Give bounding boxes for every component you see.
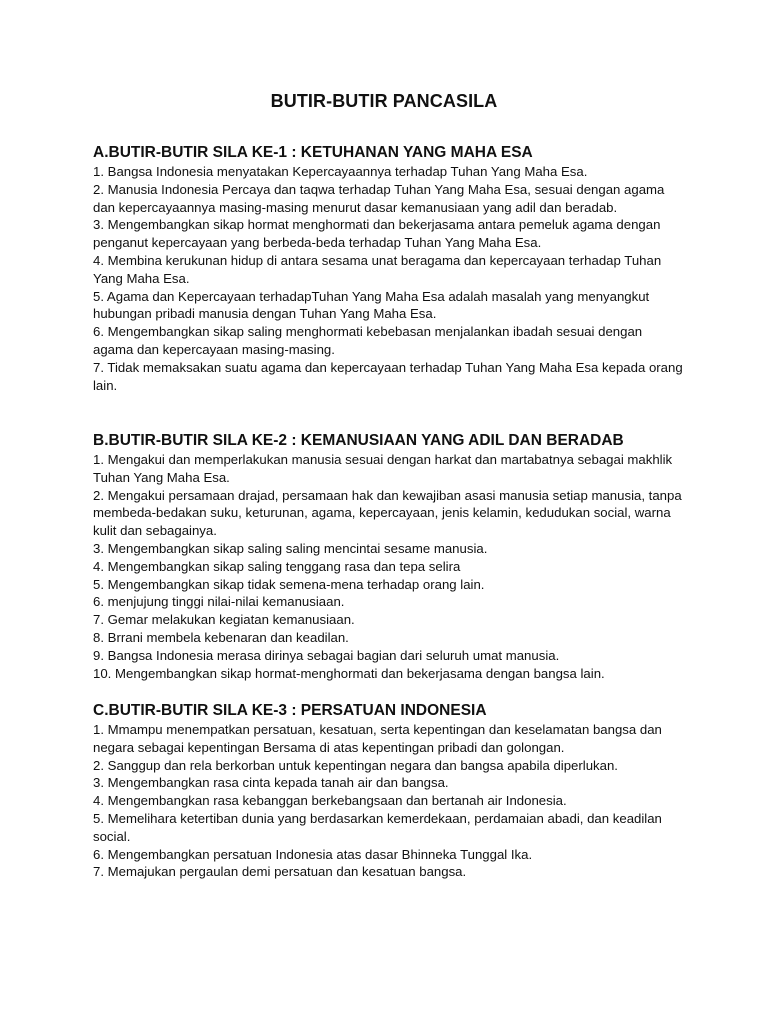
list-item: 4. Mengembangkan sikap saling tenggang rasa dan tepa selira <box>93 558 461 574</box>
list-item: 7. Memajukan pergaulan demi persatuan dan kesatuan bangsa. <box>93 864 467 880</box>
list-item: 8. Brrani membela kebenaran dan keadilan. <box>93 629 349 645</box>
section-heading: C.BUTIR-BUTIR SILA KE-3 : PERSATUAN INDONESIA <box>93 702 487 719</box>
list-item: 1. Mmampu menempatkan persatuan, kesatuan, serta kepentingan dan keselamatan bangsa dan negara sebagai kepentingan Bersama di atas kepentingan pribadi dan golongan. <box>93 722 662 755</box>
list-item: 5. Memelihara ketertiban dunia yang berdasarkan kemerdekaan, perdamaian abadi, dan keadilan social. <box>93 810 662 844</box>
section-heading: A.BUTIR-BUTIR SILA KE-1 : KETUHANAN YANG MAHA ESA <box>93 144 533 161</box>
list-item: 3. Mengembangkan rasa cinta kepada tanah air dan bangsa. <box>93 775 449 791</box>
section-sila-3 <box>93 701 685 881</box>
list-item: 10. Mengembangkan sikap hormat-menghormati dan bekerjasama dengan bangsa lain. <box>93 665 605 681</box>
list-item: 4. Mengembangkan rasa kebanggan berkebangsaan dan bertanah air Indonesia. <box>93 793 567 809</box>
list-item: 1. Bangsa Indonesia menyatakan Kepercayaannya terhadap Tuhan Yang Maha Esa. <box>93 164 588 179</box>
list-item: 9. Bangsa Indonesia merasa dirinya sebagai bagian dari seluruh umat manusia. <box>93 647 560 663</box>
list-item: 5. Agama dan Kepercayaan terhadapTuhan Yang Maha Esa adalah masalah yang menyangkut hubungan pribadi manusia dengan Tuhan Yang Maha Esa. <box>93 288 650 322</box>
list-item: 6. Mengembangkan sikap saling menghormati kebebasan menjalankan ibadah sesuai dengan agama dan kepercayaan masing-masing. <box>93 324 643 357</box>
list-item: 3. Mengembangkan sikap saling saling mencintai sesame manusia. <box>93 540 488 556</box>
list-item: 7. Tidak memaksakan suatu agama dan kepercayaan terhadap Tuhan Yang Maha Esa kepada orang lain. <box>93 359 683 393</box>
list-item: 6. Mengembangkan persatuan Indonesia atas dasar Bhinneka Tunggal Ika. <box>93 846 533 862</box>
section-sila-2 <box>93 431 685 682</box>
list-item: 3. Mengembangkan sikap hormat menghormati dan bekerjasama antara pemeluk agama dengan penganut kepercayaan yang berbeda-beda terhadap Tuhan Yang Maha Esa. <box>93 217 661 251</box>
list-item: 2. Mengakui persamaan drajad, persamaan hak dan kewajiban asasi manusia setiap manusia, tanpa membeda-bedakan suku, keturunan, agama, kepercayaan, jenis kelamin, kedudukan social, warna kulit dan sebagainya. <box>93 487 682 539</box>
list-item: 1. Mengakui dan memperlakukan manusia sesuai dengan harkat dan martabatnya sebagai makhlik Tuhan Yang Maha Esa. <box>93 452 673 485</box>
list-item: 2. Manusia Indonesia Percaya dan taqwa terhadap Tuhan Yang Maha Esa, sesuai dengan agama dan kepercayaannya masing-masing menurut dasar kemanusiaan yang adil dan beradab. <box>93 181 665 215</box>
list-item: 7. Gemar melakukan kegiatan kemanusiaan. <box>93 612 355 628</box>
list-item: 2. Sanggup dan rela berkorban untuk kepentingan negara dan bangsa apabila diperlukan. <box>93 757 618 773</box>
document-title: BUTIR-BUTIR PANCASILA <box>270 91 498 111</box>
list-item: 6. menjujung tinggi nilai-nilai kemanusiaan. <box>93 594 345 610</box>
list-item: 4. Membina kerukunan hidup di antara sesama unat beragama dan kepercayaan terhadap Tuhan Yang Maha Esa. <box>93 252 662 286</box>
list-item: 5. Mengembangkan sikap tidak semena-mena terhadap orang lain. <box>93 576 485 592</box>
section-sila-1 <box>93 143 685 394</box>
section-heading: B.BUTIR-BUTIR SILA KE-2 : KEMANUSIAAN YANG ADIL DAN BERADAB <box>93 432 624 449</box>
